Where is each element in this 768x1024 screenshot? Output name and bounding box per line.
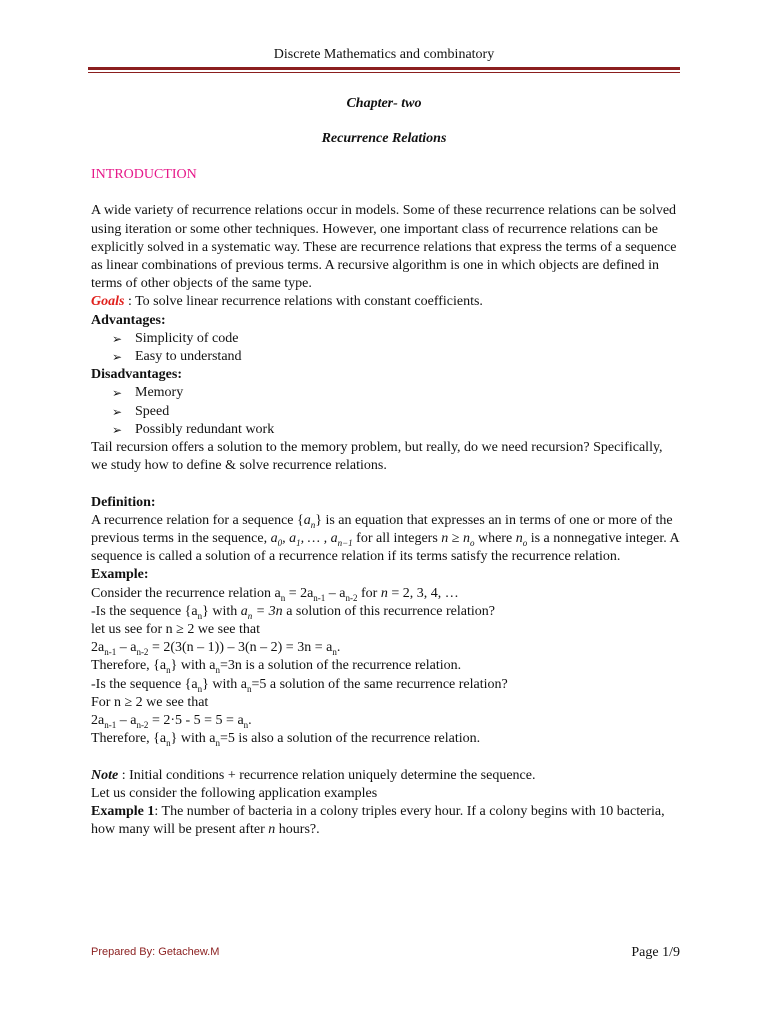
example-heading: Example: <box>91 567 149 583</box>
note-line: Note : Initial conditions + recurrence relation uniquely determine the sequence. <box>91 767 536 783</box>
definition-heading: Definition: <box>91 494 156 510</box>
example-line: Therefore, $\{a_n\}$ with $a_n=3n$ is a solution of the recurrence relation. <box>91 658 462 676</box>
footer-author: Prepared By: Getachew.M <box>91 946 220 958</box>
list-item: ➢ Speed <box>91 403 681 421</box>
advantages-heading: Advantages: <box>91 312 166 328</box>
arrow-bullet-icon: ➢ <box>112 331 123 346</box>
intro-paragraph: A wide variety of recurrence relations occur in models. Some of these recurrence relations can be solved using iteration or some other techniques. However, one important class of recurrence relations can be explicitly solved in a systematic way. These are recurrence relations that express the terms of a sequence as linear combinations of previous terms. A recursive algorithm is one in which objects are defined in terms of other objects of the same type. <box>91 203 677 292</box>
intro-heading: INTRODUCTION <box>91 167 197 182</box>
disadvantages-heading: Disadvantages: <box>91 367 183 383</box>
page-number: Page 1/9 <box>631 945 680 960</box>
example-line: $2a_{n-1} - a_{n-2} = 2\cdot 5 - 5 = 5 = a_n$. <box>91 713 252 730</box>
running-header: Discrete Mathematics and combinatory <box>273 47 495 62</box>
goals-line <box>91 293 681 311</box>
example-line: Therefore, $\{a_n\}$ with $a_n=5$ is also a solution of the recurrence relation. <box>91 731 481 749</box>
chapter-title: Chapter- two <box>346 96 422 111</box>
example1-label: Example 1 <box>91 804 155 820</box>
example1-paragraph: Example 1: The number of bacteria in a colony triples every hour. If a colony begins with 10 bacteria, how many will be present after n hours?. <box>91 804 665 838</box>
arrow-bullet-icon: ➢ <box>112 404 123 419</box>
example-line: $2a_{n-1} - a_{n-2} = 2(3(n - 1)) - 3(n - 2) = 3n = a_n$. <box>91 640 341 658</box>
section-title: Recurrence Relations <box>321 131 447 146</box>
example-line: let us see for n ≥ 2 we see that <box>91 622 261 638</box>
goals-label: Goals <box>91 294 125 310</box>
note-label: Note <box>91 767 119 783</box>
list-item: ➢ Memory <box>91 384 681 402</box>
advantages-list <box>91 330 681 366</box>
application-line: Let us consider the following application examples <box>91 785 378 801</box>
body-content <box>91 166 681 839</box>
arrow-bullet-icon: ➢ <box>112 386 123 401</box>
header-rule <box>88 67 680 73</box>
arrow-bullet-icon: ➢ <box>112 350 123 365</box>
definition-paragraph: A recurrence relation for a sequence $\{a_n\}$ is an equation that expresses an in terms of one or more of the previous terms in the sequence, $a_0$, $a_1$, … , $a_{n-1}$ for all integers $n \ge n_o$ where $n_o$ is a nonnegative integer. A sequence is called a solution of a recurrence relation if its terms satisfy the recurrence relation. <box>91 512 679 565</box>
list-item: ➢ Simplicity of code <box>91 330 681 348</box>
disadvantages-list <box>91 384 681 439</box>
goals-text: : To solve linear recurrence relations with constant coefficients. <box>124 294 483 310</box>
list-item: ➢ Possibly redundant work <box>91 421 681 439</box>
example-line: -Is the sequence $\{a_n\}$ with $a_n = 3n$ a solution of this recurrence relation? <box>91 603 495 621</box>
example-line: Consider the recurrence relation $a_n = 2a_{n-1} - a_{n-2}$ for n = 2, 3, 4, … <box>91 585 459 603</box>
example-line: For n ≥ 2 we see that <box>91 694 209 710</box>
list-item: ➢ Easy to understand <box>91 348 681 366</box>
tail-paragraph: Tail recursion offers a solution to the memory problem, but really, do we need recursion? Specifically, we study how to define & solve recurrence relations. <box>91 440 663 474</box>
example-line: -Is the sequence $\{a_n\}$ with $a_n=5$ a solution of the same recurrence relation? <box>91 676 508 694</box>
arrow-bullet-icon: ➢ <box>112 422 123 437</box>
